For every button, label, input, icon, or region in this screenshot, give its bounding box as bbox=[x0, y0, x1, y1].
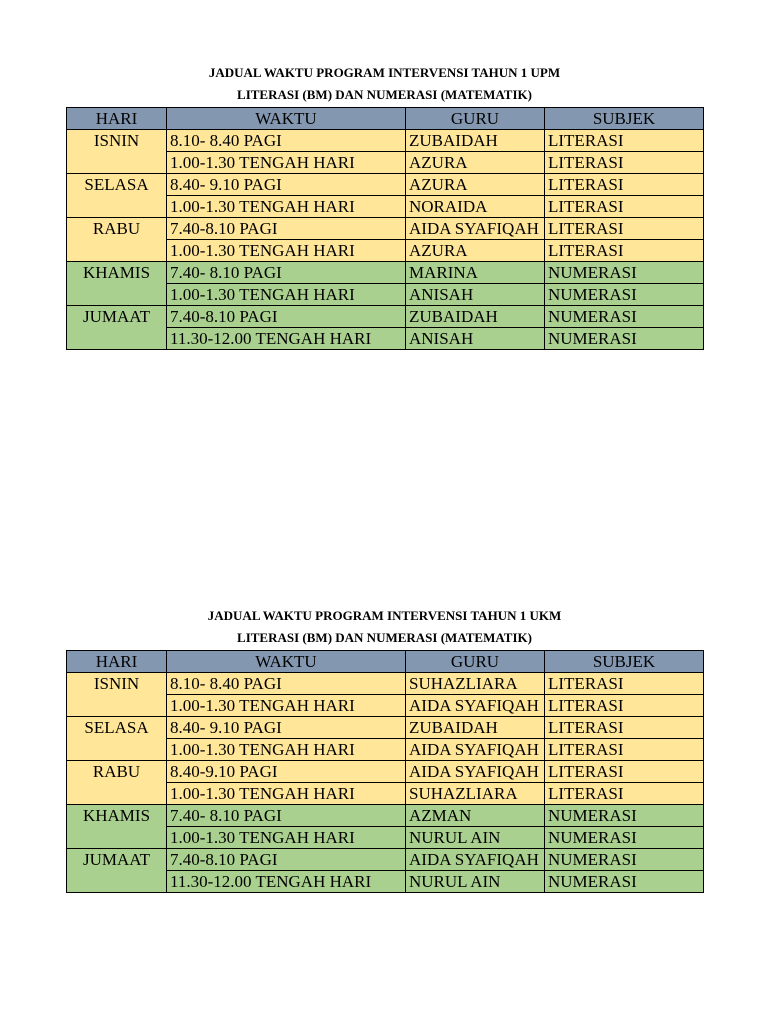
subject-cell: NUMERASI bbox=[545, 849, 704, 871]
table-row bbox=[67, 306, 704, 328]
time-cell: 7.40- 8.10 PAGI bbox=[167, 805, 406, 827]
time-cell: 1.00-1.30 TENGAH HARI bbox=[167, 284, 406, 306]
time-cell: 7.40-8.10 PAGI bbox=[167, 849, 406, 871]
subject-cell: LITERASI bbox=[545, 152, 704, 174]
subject-cell: NUMERASI bbox=[545, 306, 704, 328]
time-cell: 7.40- 8.10 PAGI bbox=[167, 262, 406, 284]
subject-cell: LITERASI bbox=[545, 761, 704, 783]
subject-cell: NUMERASI bbox=[545, 284, 704, 306]
time-cell: 7.40-8.10 PAGI bbox=[167, 218, 406, 240]
time-cell: 1.00-1.30 TENGAH HARI bbox=[167, 152, 406, 174]
day-cell: RABU bbox=[67, 761, 167, 805]
header-row bbox=[67, 108, 704, 130]
table-row bbox=[67, 717, 704, 739]
day-cell: SELASA bbox=[67, 174, 167, 218]
teacher-cell: AZMAN bbox=[406, 805, 545, 827]
table-row bbox=[67, 218, 704, 240]
subject-cell: LITERASI bbox=[545, 196, 704, 218]
day-cell: ISNIN bbox=[67, 673, 167, 717]
teacher-cell: ZUBAIDAH bbox=[406, 306, 545, 328]
teacher-cell: ANISAH bbox=[406, 284, 545, 306]
time-cell: 8.10- 8.40 PAGI bbox=[167, 673, 406, 695]
title-line-2: LITERASI (BM) DAN NUMERASI (MATEMATIK) bbox=[237, 87, 532, 102]
subject-cell: NUMERASI bbox=[545, 805, 704, 827]
header-waktu: WAKTU bbox=[167, 108, 406, 130]
header-guru: GURU bbox=[406, 108, 545, 130]
header-subjek: SUBJEK bbox=[545, 651, 704, 673]
teacher-cell: NURUL AIN bbox=[406, 871, 545, 893]
subject-cell: LITERASI bbox=[545, 174, 704, 196]
day-cell: KHAMIS bbox=[67, 805, 167, 849]
title-line-2: LITERASI (BM) DAN NUMERASI (MATEMATIK) bbox=[237, 630, 532, 645]
subject-cell: LITERASI bbox=[545, 783, 704, 805]
teacher-cell: AZURA bbox=[406, 240, 545, 262]
title-line-1: JADUAL WAKTU PROGRAM INTERVENSI TAHUN 1 UPM bbox=[208, 65, 561, 80]
subject-cell: NUMERASI bbox=[545, 871, 704, 893]
time-cell: 8.40-9.10 PAGI bbox=[167, 761, 406, 783]
timetable-ukm bbox=[66, 605, 703, 893]
teacher-cell: AIDA SYAFIQAH bbox=[406, 739, 545, 761]
time-cell: 1.00-1.30 TENGAH HARI bbox=[167, 196, 406, 218]
subject-cell: NUMERASI bbox=[545, 328, 704, 350]
table-row bbox=[67, 805, 704, 827]
day-cell: KHAMIS bbox=[67, 262, 167, 306]
table-row bbox=[67, 761, 704, 783]
time-cell: 1.00-1.30 TENGAH HARI bbox=[167, 695, 406, 717]
header-guru: GURU bbox=[406, 651, 545, 673]
time-cell: 8.10- 8.40 PAGI bbox=[167, 130, 406, 152]
subject-cell: NUMERASI bbox=[545, 262, 704, 284]
day-cell: SELASA bbox=[67, 717, 167, 761]
teacher-cell: AIDA SYAFIQAH bbox=[406, 695, 545, 717]
teacher-cell: AZURA bbox=[406, 174, 545, 196]
header-hari: HARI bbox=[67, 108, 167, 130]
teacher-cell: SUHAZLIARA bbox=[406, 673, 545, 695]
time-cell: 8.40- 9.10 PAGI bbox=[167, 717, 406, 739]
teacher-cell: AIDA SYAFIQAH bbox=[406, 849, 545, 871]
time-cell: 1.00-1.30 TENGAH HARI bbox=[167, 240, 406, 262]
time-cell: 11.30-12.00 TENGAH HARI bbox=[167, 328, 406, 350]
timetable-upm bbox=[66, 62, 703, 350]
teacher-cell: AZURA bbox=[406, 152, 545, 174]
teacher-cell: SUHAZLIARA bbox=[406, 783, 545, 805]
schedule-table bbox=[66, 107, 704, 350]
time-cell: 7.40-8.10 PAGI bbox=[167, 306, 406, 328]
subject-cell: LITERASI bbox=[545, 240, 704, 262]
teacher-cell: NURUL AIN bbox=[406, 827, 545, 849]
teacher-cell: MARINA bbox=[406, 262, 545, 284]
subject-cell: LITERASI bbox=[545, 218, 704, 240]
subject-cell: LITERASI bbox=[545, 673, 704, 695]
subject-cell: LITERASI bbox=[545, 739, 704, 761]
header-waktu: WAKTU bbox=[167, 651, 406, 673]
table-row bbox=[67, 262, 704, 284]
time-cell: 1.00-1.30 TENGAH HARI bbox=[167, 783, 406, 805]
subject-cell: LITERASI bbox=[545, 130, 704, 152]
day-cell: RABU bbox=[67, 218, 167, 262]
table-row bbox=[67, 849, 704, 871]
header-row bbox=[67, 651, 704, 673]
header-subjek: SUBJEK bbox=[545, 108, 704, 130]
day-cell: ISNIN bbox=[67, 130, 167, 174]
time-cell: 11.30-12.00 TENGAH HARI bbox=[167, 871, 406, 893]
teacher-cell: AIDA SYAFIQAH bbox=[406, 218, 545, 240]
subject-cell: LITERASI bbox=[545, 695, 704, 717]
time-cell: 8.40- 9.10 PAGI bbox=[167, 174, 406, 196]
teacher-cell: ZUBAIDAH bbox=[406, 717, 545, 739]
day-cell: JUMAAT bbox=[67, 306, 167, 350]
subject-cell: LITERASI bbox=[545, 717, 704, 739]
day-cell: JUMAAT bbox=[67, 849, 167, 893]
time-cell: 1.00-1.30 TENGAH HARI bbox=[167, 827, 406, 849]
teacher-cell: ANISAH bbox=[406, 328, 545, 350]
schedule-table bbox=[66, 650, 704, 893]
table-row bbox=[67, 174, 704, 196]
subject-cell: NUMERASI bbox=[545, 827, 704, 849]
teacher-cell: AIDA SYAFIQAH bbox=[406, 761, 545, 783]
table-row bbox=[67, 130, 704, 152]
teacher-cell: ZUBAIDAH bbox=[406, 130, 545, 152]
time-cell: 1.00-1.30 TENGAH HARI bbox=[167, 739, 406, 761]
title-line-1: JADUAL WAKTU PROGRAM INTERVENSI TAHUN 1 UKM bbox=[207, 608, 562, 623]
teacher-cell: NORAIDA bbox=[406, 196, 545, 218]
table-row bbox=[67, 673, 704, 695]
header-hari: HARI bbox=[67, 651, 167, 673]
